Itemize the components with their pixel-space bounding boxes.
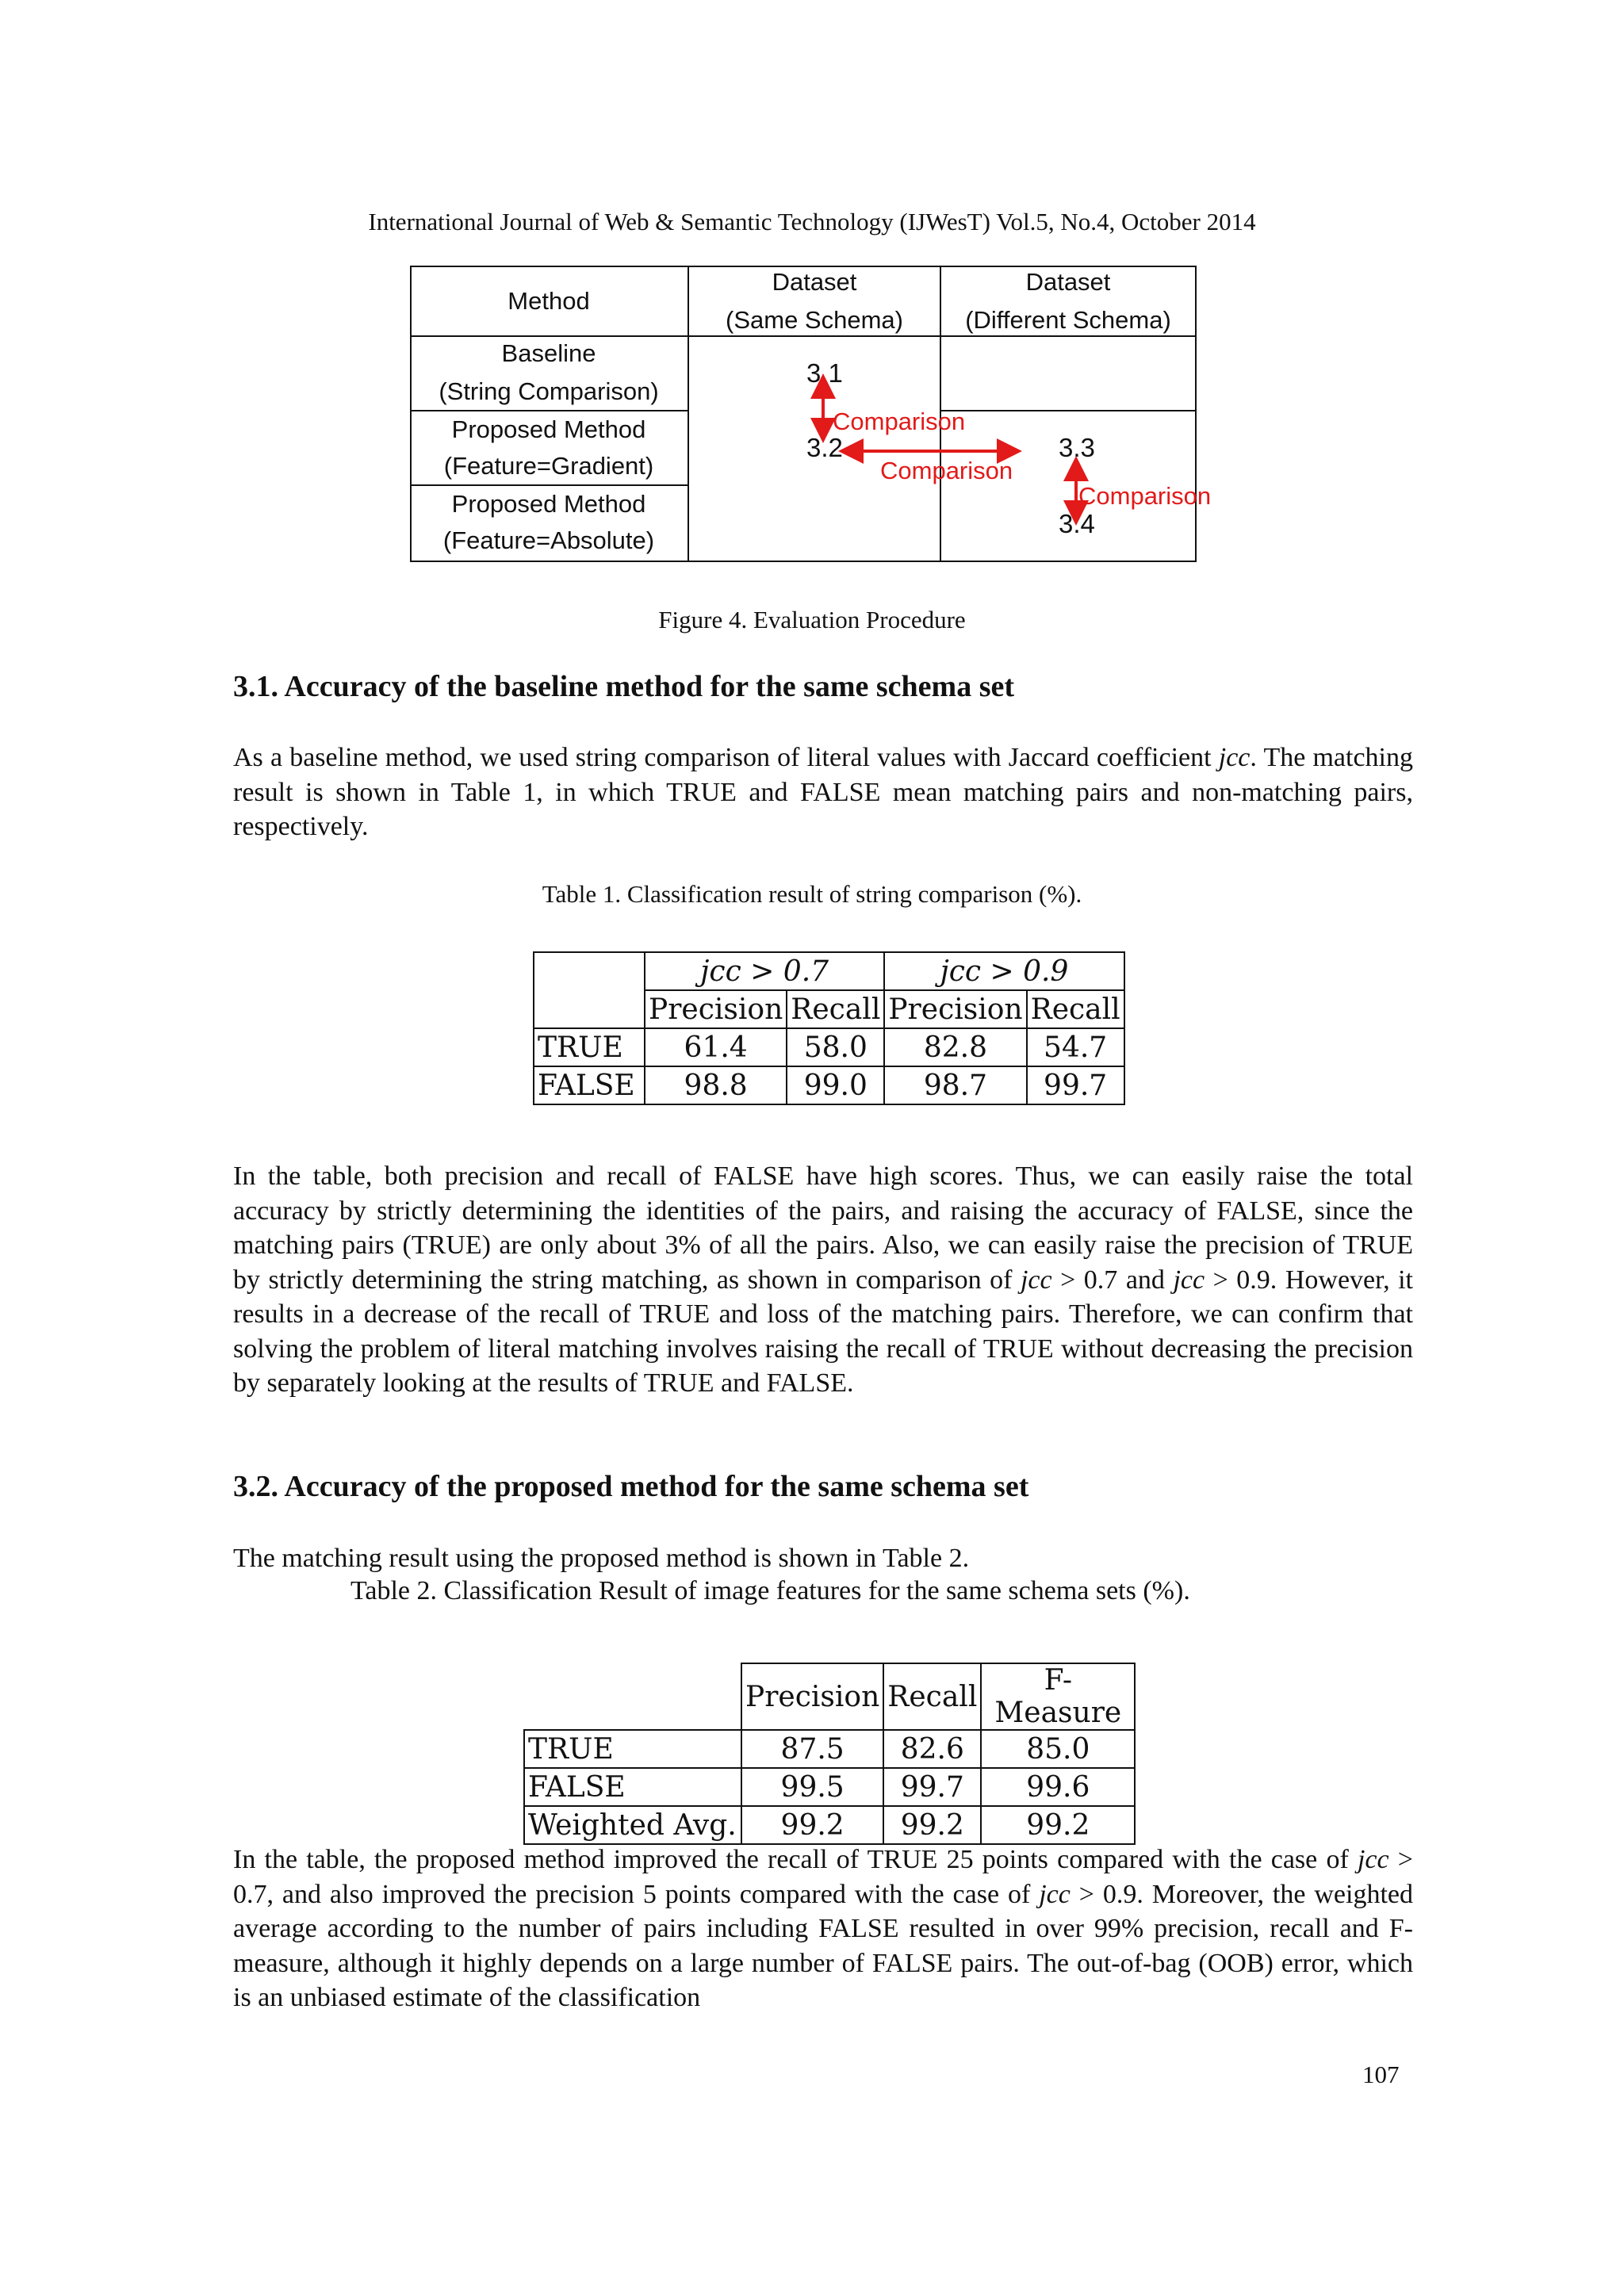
- table1-header: Recall: [1027, 990, 1124, 1028]
- jcc-term: jcc: [1218, 743, 1251, 772]
- figure-row-baseline-sub: (String Comparison): [439, 377, 659, 405]
- table2-cell: 85.0: [981, 1730, 1135, 1768]
- comparison-label-3: Comparison: [1078, 482, 1212, 510]
- table1-group-09: jcc > 0.9: [884, 952, 1124, 990]
- figure-row-baseline: Baseline: [501, 339, 596, 367]
- table1-header: Precision: [645, 990, 787, 1028]
- jcc-term: jcc: [1039, 1879, 1071, 1909]
- table1-cell: 98.8: [645, 1066, 787, 1104]
- figure-row-gradient-sub: (Feature=Gradient): [443, 452, 654, 480]
- table1-cell: 99.0: [787, 1066, 884, 1104]
- node-3-4: 3.4: [1059, 509, 1095, 538]
- table2-cell: 87.5: [741, 1730, 883, 1768]
- table1-cell: 98.7: [884, 1066, 1026, 1104]
- figure-header-same-sub: (Same Schema): [726, 306, 903, 334]
- paragraph-3-2-intro: The matching result using the proposed method is shown in Table 2.: [233, 1544, 970, 1573]
- table-row: [524, 1768, 1135, 1806]
- table2-caption: Table 2. Classification Result of image features for the same schema sets (%).: [350, 1576, 1190, 1605]
- table2-cell: 99.7: [883, 1768, 981, 1806]
- figure-row-absolute-sub: (Feature=Absolute): [442, 526, 655, 554]
- table1-group-07: jcc > 0.7: [645, 952, 884, 990]
- table2-header: Precision: [741, 1663, 883, 1730]
- table2-cell: 99.2: [741, 1806, 883, 1844]
- node-3-2: 3.2: [806, 433, 843, 462]
- section-heading-3-1: 3.1. Accuracy of the baseline method for the same schema set: [233, 670, 1015, 703]
- figure-caption: Figure 4. Evaluation Procedure: [658, 606, 966, 633]
- table1-cell: 99.7: [1027, 1066, 1124, 1104]
- paragraph-3-1-discussion: In the table, both precision and recall of FALSE have high scores. Thus, we can easily raise the total accuracy by strictly determining the identities of the pairs, and raising the accuracy of FALSE, since the matching pairs (TRUE) are only about 3% of all the pairs. Also, we can easily raise the precision of TRUE by strictly determining the string matching, as shown in comparison of jcc > 0.7 and jcc > 0.9. However, it results in a decrease of the recall of TRUE and loss of the matching pairs. Therefore, we can confirm that solving the problem of literal matching involves raising the recall of TRUE without decreasing the precision by separately looking at the results of TRUE and FALSE.: [233, 1161, 1413, 1398]
- table-row: [534, 1066, 1124, 1104]
- comparison-arrows: [410, 266, 1195, 561]
- figure-header-diff: Dataset: [1025, 268, 1111, 296]
- page-number: 107: [1362, 2061, 1400, 2088]
- figure-row-gradient: Proposed Method: [451, 415, 646, 443]
- figure-header-same: Dataset: [772, 268, 857, 296]
- table2-header: Recall: [883, 1663, 981, 1730]
- table1-corner: [534, 952, 645, 1028]
- table1-cell: 61.4: [645, 1028, 787, 1066]
- table2-row-label: Weighted Avg.: [524, 1806, 741, 1844]
- node-3-1: 3.1: [806, 358, 843, 388]
- table2-cell: 99.6: [981, 1768, 1135, 1806]
- jcc-term: jcc: [1357, 1845, 1389, 1874]
- node-3-3: 3.3: [1059, 433, 1095, 462]
- table1-header: Recall: [787, 990, 884, 1028]
- figure-header-method: Method: [508, 287, 590, 315]
- table2-cell: 99.2: [883, 1806, 981, 1844]
- paragraph-3-2-discussion: In the table, the proposed method improved the recall of TRUE 25 points compared with the case of jcc > 0.7, and also improved the precision 5 points compared with the case of jcc > 0.9. Moreover, the weighted average according to the number of pairs including FALSE resulted in over 99% precision, recall and F-measure, although it highly depends on a large number of FALSE pairs. The out-of-bag (OOB) error, which is an unbiased estimate of the classification: [233, 1845, 1413, 2012]
- table2-row-label: FALSE: [524, 1768, 741, 1806]
- table2-header: F-Measure: [981, 1663, 1135, 1730]
- table2-cell: 82.6: [883, 1730, 981, 1768]
- section-heading-3-2: 3.2. Accuracy of the proposed method for the same schema set: [233, 1470, 1029, 1503]
- table2-row-label: TRUE: [524, 1730, 741, 1768]
- figure-header-diff-sub: (Different Schema): [965, 306, 1171, 334]
- table1-cell: 58.0: [787, 1028, 884, 1066]
- figure-row-absolute: Proposed Method: [451, 490, 646, 518]
- table2-cell: 99.2: [981, 1806, 1135, 1844]
- paragraph-3-1-intro: As a baseline method, we used string comparison of literal values with Jaccard coefficient jcc. The matching result is shown in Table 1, in which TRUE and FALSE mean matching pairs and non-matching pairs, respectively.: [233, 743, 1413, 841]
- table1: [533, 951, 1125, 1105]
- comparison-label-1: Comparison: [833, 408, 966, 435]
- jcc-term: jcc: [1020, 1265, 1052, 1295]
- jcc-term: jcc: [1173, 1265, 1205, 1295]
- table-row: [524, 1806, 1135, 1844]
- table2-corner: [524, 1663, 741, 1730]
- table-row: [534, 1028, 1124, 1066]
- table1-cell: 82.8: [884, 1028, 1026, 1066]
- figure-evaluation-procedure: [410, 266, 1212, 562]
- table1-header: Precision: [884, 990, 1026, 1028]
- table1-row-label: TRUE: [534, 1028, 645, 1066]
- table1-cell: 54.7: [1027, 1028, 1124, 1066]
- running-header: International Journal of Web & Semantic Technology (IJWesT) Vol.5, No.4, October 2014: [368, 208, 1256, 235]
- table2-cell: 99.5: [741, 1768, 883, 1806]
- comparison-label-2: Comparison: [880, 457, 1013, 484]
- table1-row-label: FALSE: [534, 1066, 645, 1104]
- table-row: [524, 1730, 1135, 1768]
- table1-caption: Table 1. Classification result of string comparison (%).: [542, 880, 1082, 908]
- table2: [523, 1663, 1136, 1845]
